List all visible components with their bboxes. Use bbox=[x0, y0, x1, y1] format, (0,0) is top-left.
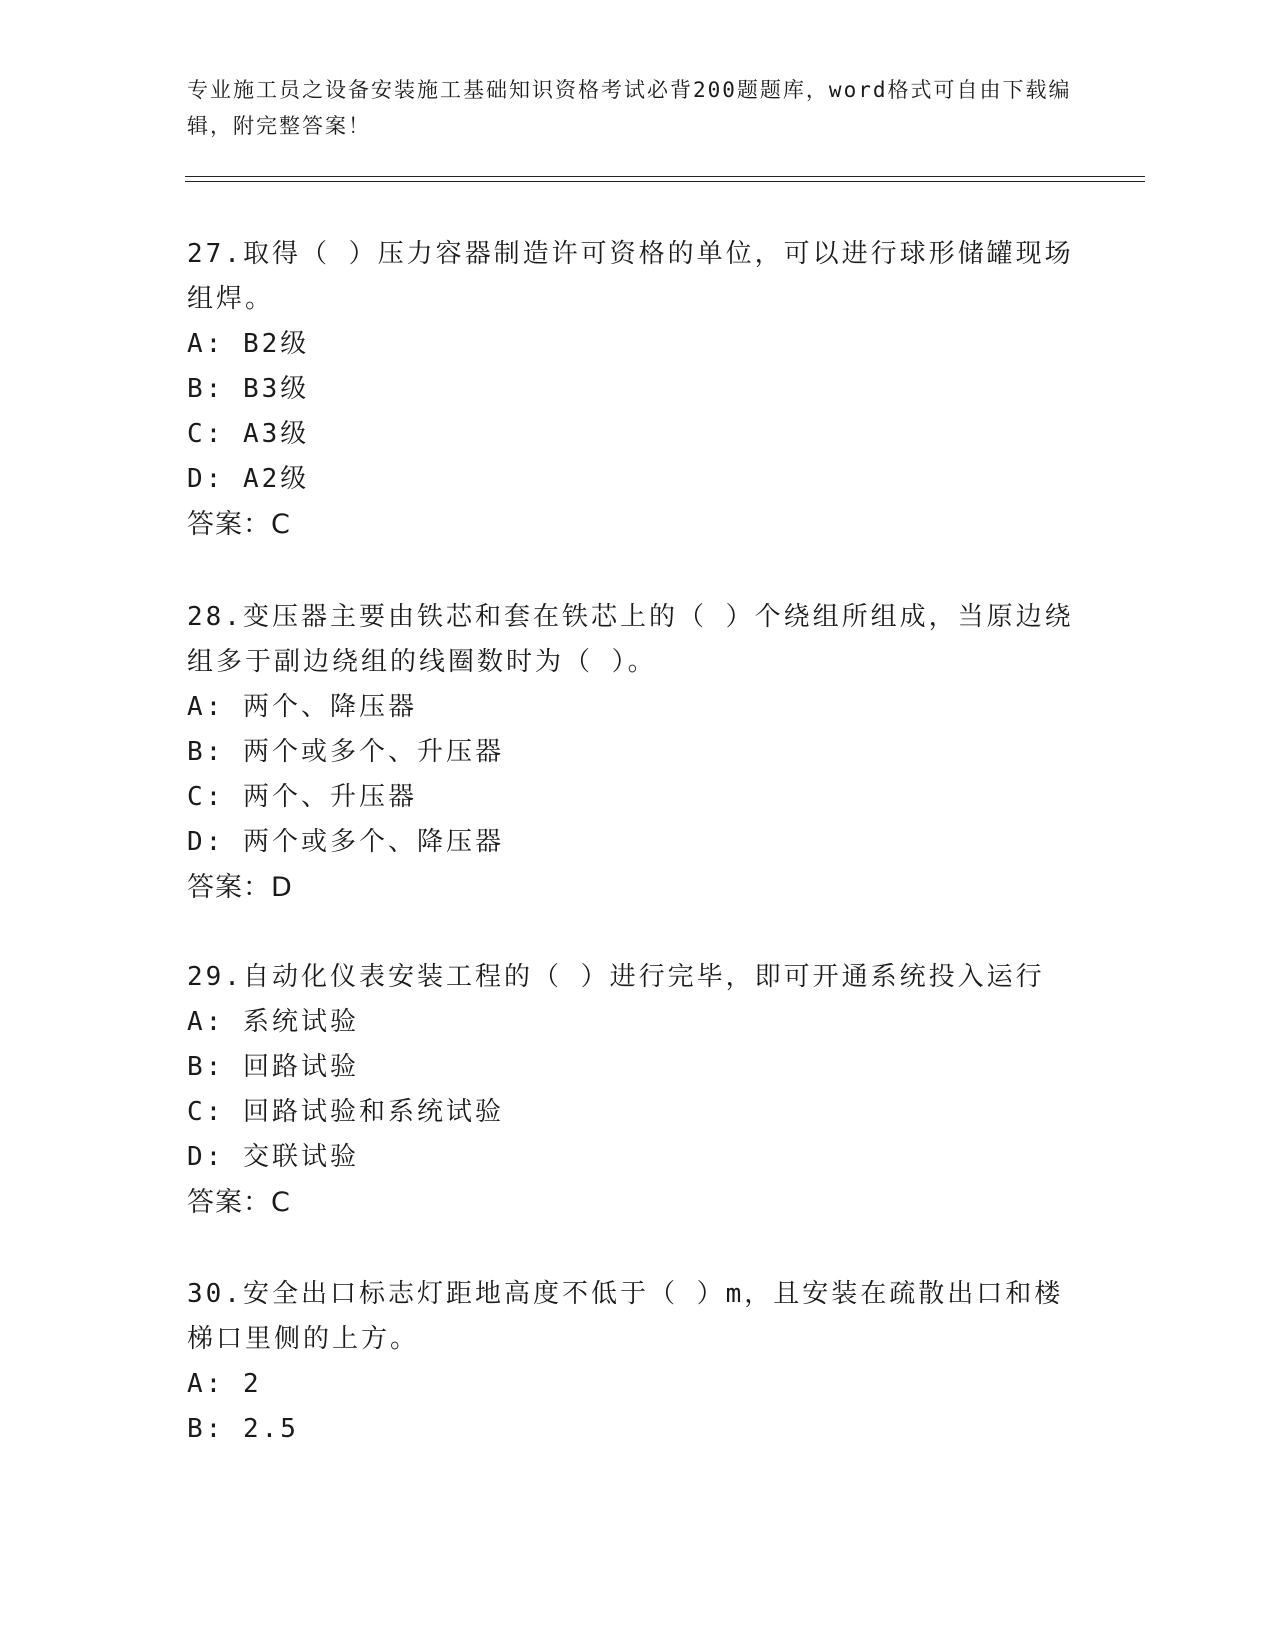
option-b: B: 2.5 bbox=[187, 1414, 299, 1444]
option-a: A: 两个、降压器 bbox=[187, 692, 417, 722]
question-28 bbox=[187, 595, 1087, 910]
question-text: 28.变压器主要由铁芯和套在铁芯上的（ ）个绕组所组成，当原边绕组多于副边绕组的线圈数时为（ ）。 bbox=[187, 602, 1074, 677]
option-d: D: A2级 bbox=[187, 464, 310, 494]
question-27 bbox=[187, 232, 1087, 547]
answer-label: 答案：D bbox=[187, 872, 293, 903]
option-c: C: 回路试验和系统试验 bbox=[187, 1097, 504, 1127]
answer-label: 答案：C bbox=[187, 1187, 291, 1218]
option-c: C: 两个、升压器 bbox=[187, 782, 417, 812]
question-text: 27.取得（ ）压力容器制造许可资格的单位，可以进行球形储罐现场组焊。 bbox=[187, 239, 1074, 314]
answer-label: 答案：C bbox=[187, 509, 291, 540]
option-b: B: B3级 bbox=[187, 374, 310, 404]
option-b: B: 两个或多个、升压器 bbox=[187, 737, 504, 767]
question-text: 29.自动化仪表安装工程的（ ）进行完毕，即可开通系统投入运行 bbox=[187, 962, 1045, 992]
option-c: C: A3级 bbox=[187, 419, 310, 449]
header-divider-top bbox=[185, 176, 1145, 177]
option-a: A: 2 bbox=[187, 1369, 262, 1399]
option-a: A: B2级 bbox=[187, 329, 310, 359]
question-text: 30.安全出口标志灯距地高度不低于（ ）m，且安装在疏散出口和楼梯口里侧的上方。 bbox=[187, 1279, 1064, 1354]
option-d: D: 两个或多个、降压器 bbox=[187, 827, 504, 857]
option-a: A: 系统试验 bbox=[187, 1007, 359, 1037]
option-d: D: 交联试验 bbox=[187, 1142, 359, 1172]
question-29 bbox=[187, 955, 1087, 1225]
header-divider-bottom bbox=[185, 181, 1145, 182]
document-header: 专业施工员之设备安装施工基础知识资格考试必背200题题库，word格式可自由下载编辑，附完整答案！ bbox=[187, 78, 1072, 138]
option-b: B: 回路试验 bbox=[187, 1052, 359, 1082]
question-30 bbox=[187, 1272, 1087, 1452]
